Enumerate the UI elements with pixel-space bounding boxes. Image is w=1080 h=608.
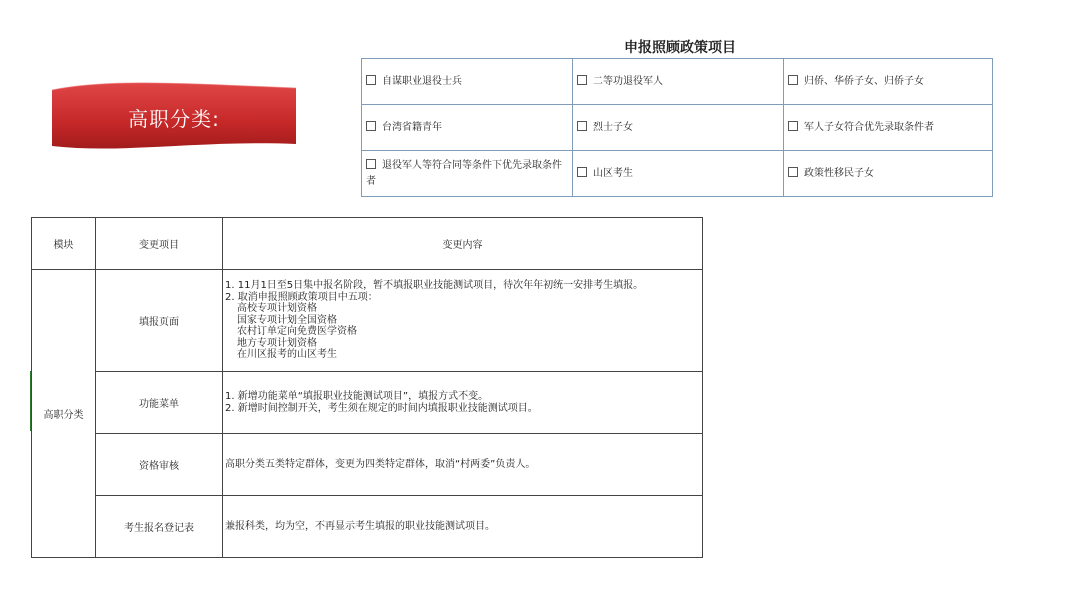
content-line: 在川区报考的山区考生 bbox=[237, 349, 337, 361]
policy-table-title: 申报照顾政策项目 bbox=[624, 40, 736, 56]
checkbox[interactable] bbox=[577, 121, 587, 131]
policy-row bbox=[362, 105, 993, 151]
checkbox[interactable] bbox=[788, 121, 798, 131]
category-banner bbox=[52, 82, 296, 152]
item-cell: 考生报名登记表 bbox=[96, 496, 223, 558]
policy-label: 归侨、华侨子女、归侨子女 bbox=[804, 75, 924, 87]
policy-cell bbox=[784, 105, 993, 151]
checkbox[interactable] bbox=[577, 167, 587, 177]
content-cell bbox=[223, 496, 703, 558]
header-module: 模块 bbox=[32, 218, 96, 270]
content-line: 1. 11月1日至5日集中报名阶段，暂不填报职业技能测试项目，待次年年初统一安排考生填报。 bbox=[225, 280, 644, 292]
checkbox[interactable] bbox=[366, 75, 376, 85]
content-cell bbox=[223, 372, 703, 434]
table-row bbox=[32, 496, 703, 558]
policy-row bbox=[362, 151, 993, 197]
content-line: 兼报科类，均为空，不再显示考生填报的职业技能测试项目。 bbox=[225, 520, 495, 532]
changes-table bbox=[31, 217, 703, 558]
checkbox[interactable] bbox=[366, 121, 376, 131]
content-cell bbox=[223, 270, 703, 372]
policy-label: 台湾省籍青年 bbox=[382, 121, 442, 133]
content-line: 2. 取消申报照顾政策项目中五项： bbox=[225, 291, 378, 303]
content-line: 国家专项计划全国资格 bbox=[237, 314, 337, 326]
banner-title: 高职分类: bbox=[128, 106, 220, 131]
policy-cell bbox=[362, 59, 573, 105]
policy-cell bbox=[573, 151, 784, 197]
content-cell bbox=[223, 434, 703, 496]
content-line: 1. 新增功能菜单“填报职业技能测试项目”，填报方式不变。 bbox=[225, 391, 489, 402]
module-cell: 高职分类 bbox=[32, 270, 96, 558]
content-line: 高职分类五类特定群体，变更为四类特定群体，取消“村两委”负责人。 bbox=[225, 458, 536, 470]
policy-cell bbox=[362, 151, 573, 197]
content-line: 高校专项计划资格 bbox=[237, 303, 317, 315]
policy-label: 山区考生 bbox=[593, 167, 633, 179]
policy-label: 二等功退役军人 bbox=[593, 75, 663, 87]
policy-cell bbox=[784, 151, 993, 197]
checkbox[interactable] bbox=[577, 75, 587, 85]
policy-label: 烈士子女 bbox=[593, 121, 633, 133]
content-line: 地方专项计划资格 bbox=[237, 337, 317, 349]
policy-label: 自谋职业退役士兵 bbox=[382, 75, 462, 87]
policy-label: 政策性移民子女 bbox=[804, 167, 874, 179]
policy-table bbox=[361, 58, 993, 197]
table-row bbox=[32, 372, 703, 434]
header-content: 变更内容 bbox=[223, 218, 703, 270]
checkbox[interactable] bbox=[788, 167, 798, 177]
header-row bbox=[32, 218, 703, 270]
checkbox[interactable] bbox=[788, 75, 798, 85]
item-cell: 填报页面 bbox=[96, 270, 223, 372]
table-row bbox=[32, 434, 703, 496]
item-cell: 功能菜单 bbox=[96, 372, 223, 434]
policy-cell bbox=[362, 105, 573, 151]
policy-cell bbox=[573, 59, 784, 105]
item-cell: 资格审核 bbox=[96, 434, 223, 496]
header-item: 变更项目 bbox=[96, 218, 223, 270]
policy-label: 退役军人等符合同等条件下优先录取条件者 bbox=[366, 159, 562, 187]
content-line: 农村订单定向免费医学资格 bbox=[237, 326, 357, 338]
policy-cell bbox=[573, 105, 784, 151]
policy-label: 军人子女符合优先录取条件者 bbox=[804, 121, 934, 133]
table-row bbox=[32, 270, 703, 372]
policy-cell bbox=[784, 59, 993, 105]
policy-row bbox=[362, 59, 993, 105]
checkbox[interactable] bbox=[366, 159, 376, 169]
content-line: 2. 新增时间控制开关，考生须在规定的时间内填报职业技能测试项目。 bbox=[225, 402, 538, 414]
